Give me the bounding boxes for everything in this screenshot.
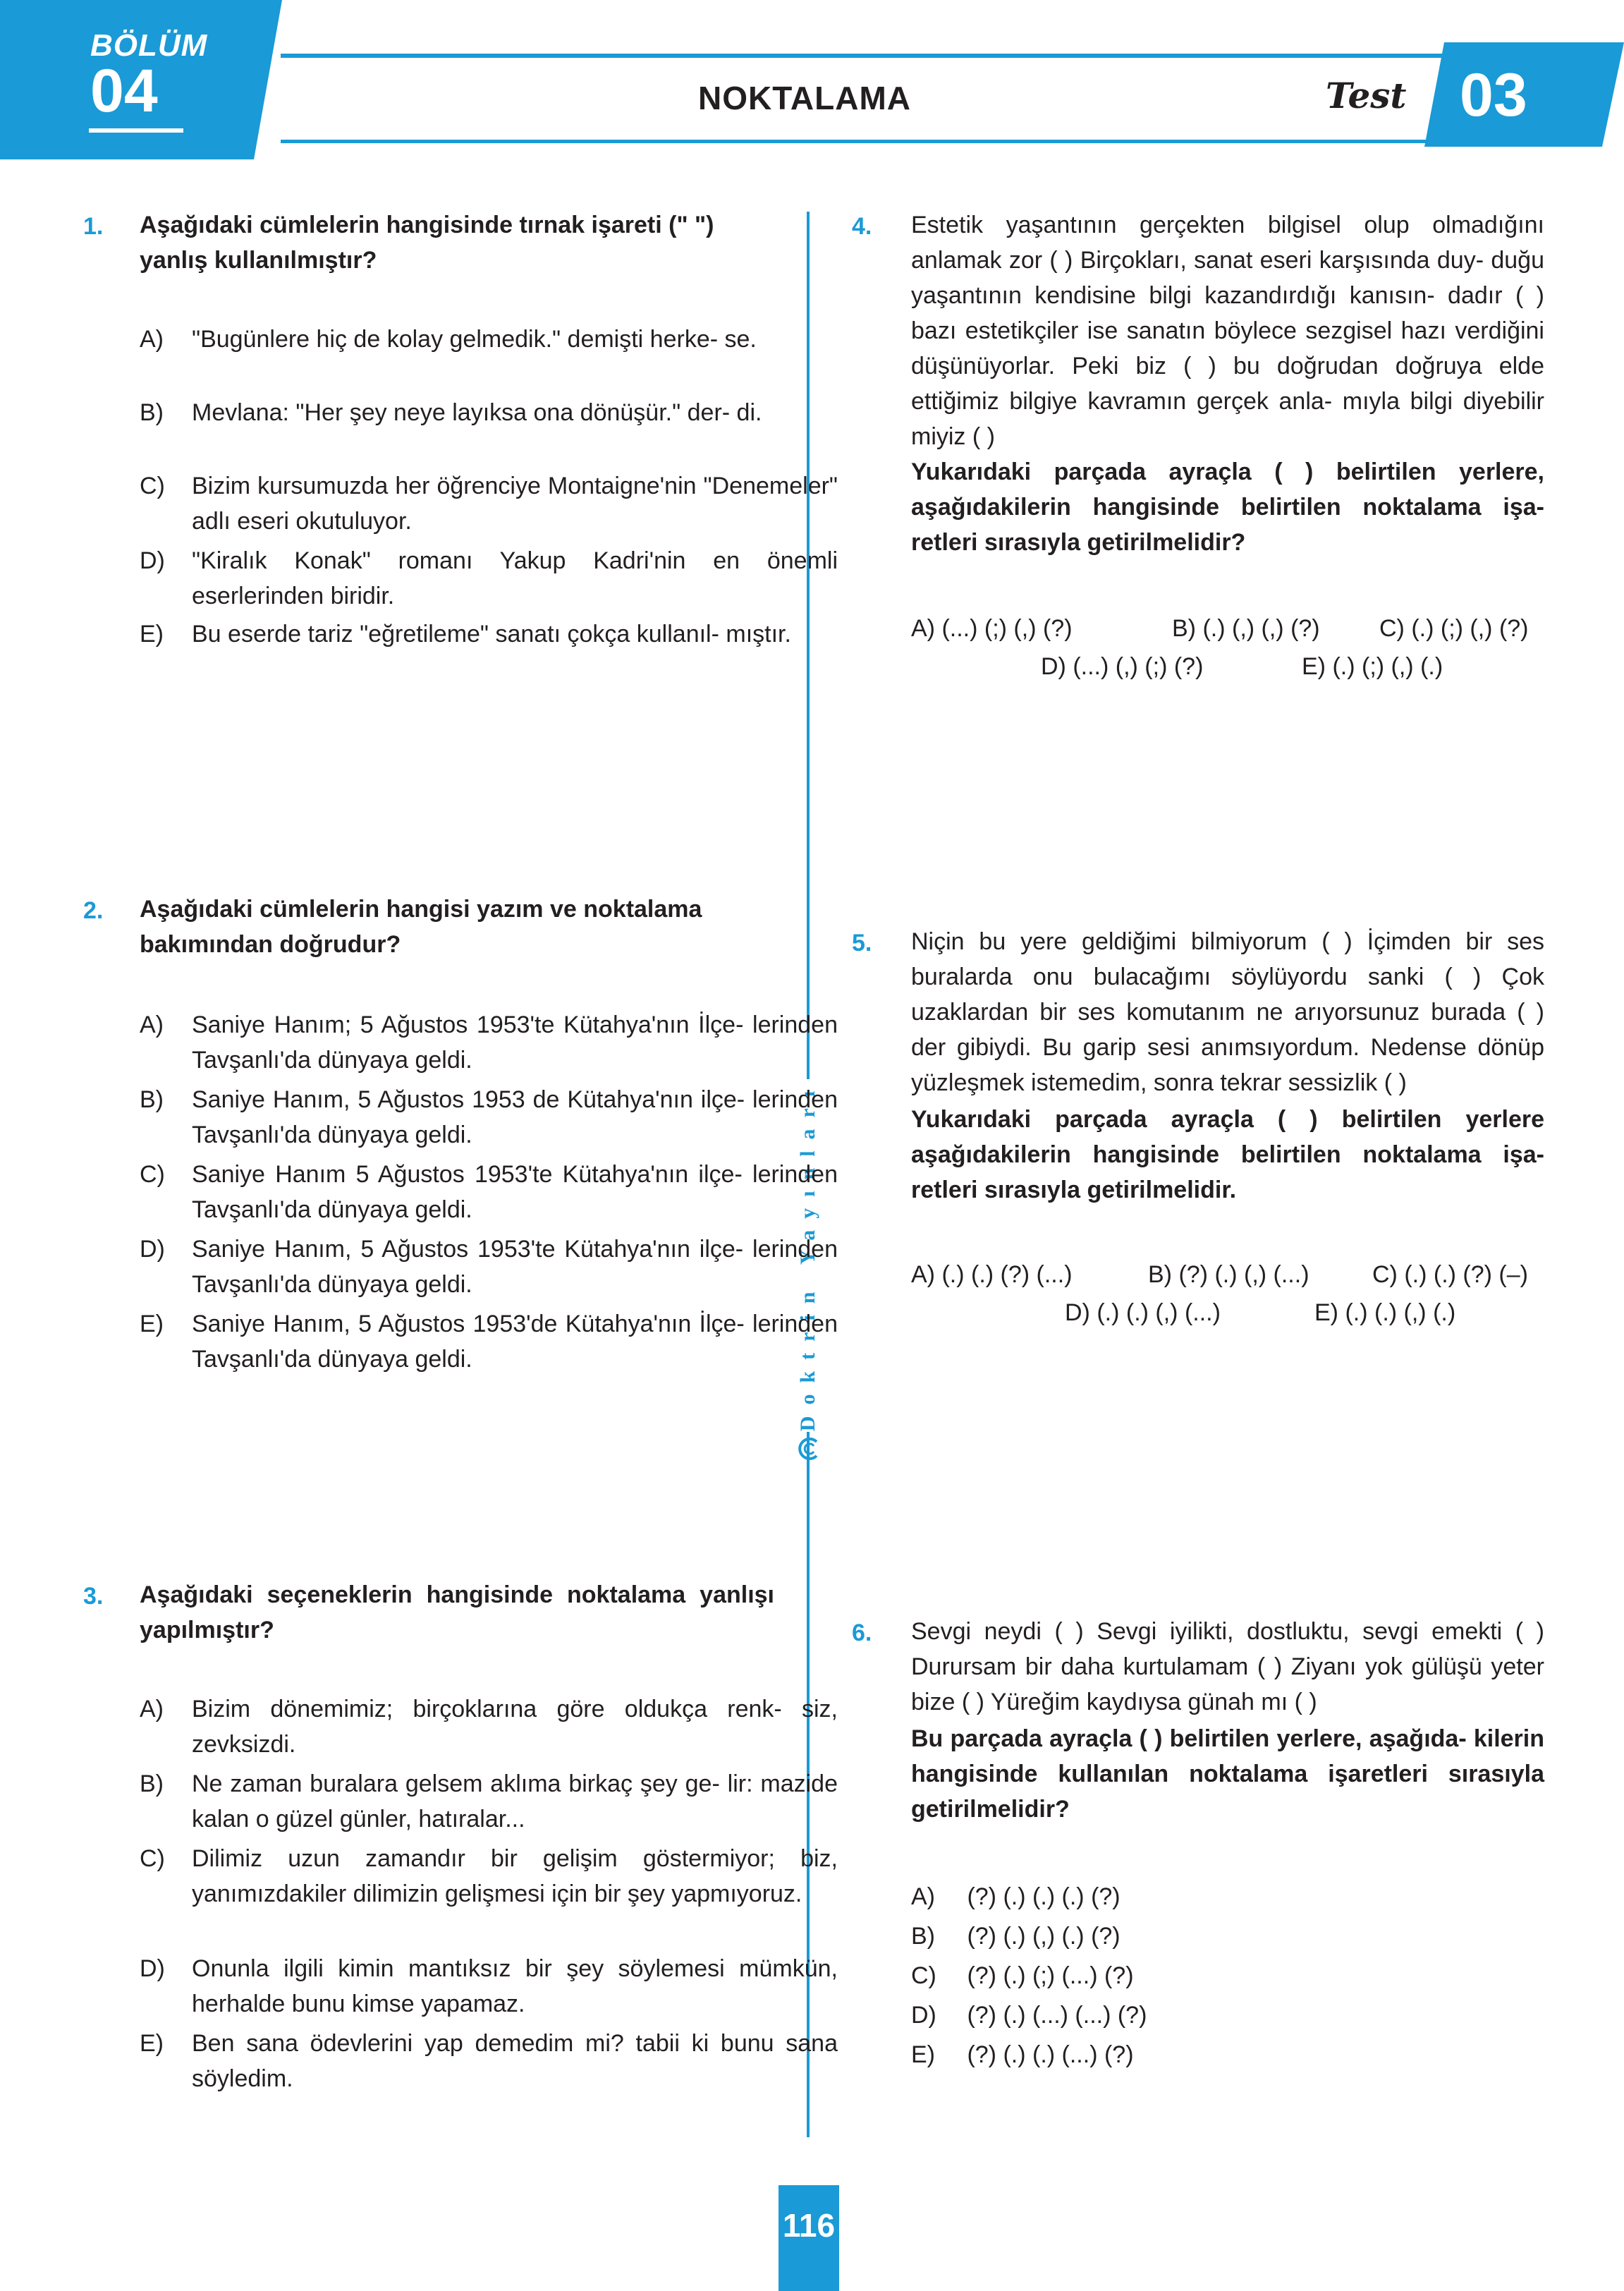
option-text: Bu eserde tariz "eğretileme" sanatı çokça kullanıl- mıştır. xyxy=(192,621,791,648)
question-number: 4. xyxy=(852,213,872,240)
option-letter: A) xyxy=(911,1883,935,1910)
answer-option[interactable] xyxy=(911,2037,1134,2072)
publisher-name: Doktrin Yayınları xyxy=(796,1079,819,1432)
option-text: Mevlana: "Her şey neye layıksa ona dönüşür." der- di. xyxy=(192,399,762,426)
answer-option[interactable] xyxy=(911,1257,1073,1292)
option-text: (?) (.) (.) (.) (?) xyxy=(967,1883,1121,1910)
answer-option[interactable] xyxy=(1372,1257,1528,1292)
section-underline xyxy=(89,128,183,133)
option-text: (?) (.) (,) (.) (?) xyxy=(967,1923,1121,1950)
option-letter: B) xyxy=(140,399,164,426)
question-number: 5. xyxy=(852,930,872,956)
option-letter: A) xyxy=(911,1261,935,1288)
question-stem: Aşağıdaki cümlelerin hangisinde tırnak işareti (" ") yanlış kullanılmıştır? xyxy=(140,212,714,274)
option-letter: D) xyxy=(1065,1299,1090,1326)
option-text: "Bugünlere hiç de kolay gelmedik." demişti herke- se. xyxy=(192,326,757,353)
option-letter: E) xyxy=(1314,1299,1338,1326)
question-passage: Sevgi neydi ( ) Sevgi iyilikti, dostluktu, sevgi emekti ( ) Durursam bir daha kurtulamam ( ) Ziyanı yok gülüşü yeter bize ( ) Yüreğim kaydıysa günah mı ( ) xyxy=(911,1618,1544,1715)
question-passage: Estetik yaşantının gerçekten bilgisel olup olmadığını anlamak zor ( ) Birçokları, sanat eseri karşısında duy- duğu yaşantının kendisine bilgi kazandırdığı kanısın- dadır ( ) bazı estetikçiler ise sanatın böylece sezgisel hazı verdiğini düşünüyorlar. Peki biz ( ) bu doğrudan doğruya elde ettiğimiz bilgiye kavramın gerçek anla- mıyla bilgi diyebilir miyiz ( ) xyxy=(911,212,1544,450)
question-stem: Aşağıdaki seçeneklerin hangisinde noktalama yanlışı yapılmıştır? xyxy=(140,1581,774,1643)
option-letter: C) xyxy=(140,1161,165,1188)
option-letter: A) xyxy=(140,326,164,353)
question-stem: Yukarıdaki parçada ayraçla ( ) belirtilen yerlere, aşağıdakilerin hangisinde belirtilen noktalama işa- retleri sırasıyla getirilmelidir? xyxy=(911,458,1544,556)
question-number: 6. xyxy=(852,1620,872,1646)
answer-option[interactable] xyxy=(911,611,1073,646)
option-letter: B) xyxy=(911,1923,935,1950)
option-text: Saniye Hanım, 5 Ağustos 1953'de Kütahya'nın İlçe- lerinden Tavşanlı'da dünyaya geldi. xyxy=(192,1311,838,1373)
answer-option[interactable] xyxy=(911,1998,1147,2033)
question-number: 3. xyxy=(83,1583,104,1610)
option-letter: C) xyxy=(1372,1261,1398,1288)
option-text: (.) (;) (,) (.) xyxy=(1332,653,1443,680)
option-letter: E) xyxy=(140,621,164,648)
page-number: 116 xyxy=(782,2207,836,2244)
option-letter: A) xyxy=(911,615,935,642)
option-text: Bizim kursumuzda her öğrenciye Montaigne'nin "Denemeler" adlı eseri okutuluyor. xyxy=(192,473,838,535)
option-text: Onunla ilgili kimin mantıksız bir şey söylemesi mümkün, herhalde bunu kimse yapamaz. xyxy=(192,1955,838,2017)
question-stem: Bu parçada ayraçla ( ) belirtilen yerlere, aşağıda- kilerin hangisinde kullanılan noktalama işaretleri sırasıyla getirilmelidir? xyxy=(911,1725,1544,1823)
option-text: (...) (,) (;) (?) xyxy=(1073,653,1204,680)
option-letter: D) xyxy=(140,1955,165,1982)
publisher-logo-icon xyxy=(795,1436,821,1462)
answer-option[interactable] xyxy=(1379,611,1529,646)
option-text: (.) (.) (,) (...) xyxy=(1097,1299,1221,1326)
option-text: (.) (.) (?) (–) xyxy=(1404,1261,1528,1288)
option-text: (?) (.) (,) (...) xyxy=(1178,1261,1309,1288)
option-letter: B) xyxy=(1148,1261,1172,1288)
answer-option[interactable] xyxy=(1041,649,1203,684)
option-text: (.) (,) (,) (?) xyxy=(1202,615,1320,642)
option-letter: C) xyxy=(1379,615,1405,642)
answer-option[interactable] xyxy=(1148,1257,1309,1292)
option-letter: B) xyxy=(140,1770,164,1797)
option-text: (.) (.) (,) (.) xyxy=(1345,1299,1456,1326)
option-text: "Kiralık Konak" romanı Yakup Kadri'nin en önemli eserlerinden biridir. xyxy=(192,547,838,609)
option-letter: D) xyxy=(140,1236,165,1263)
option-letter: B) xyxy=(140,1086,164,1113)
option-letter: D) xyxy=(140,547,165,574)
option-letter: D) xyxy=(1041,653,1066,680)
option-text: (?) (.) (.) (...) (?) xyxy=(967,2041,1134,2068)
answer-option[interactable] xyxy=(1314,1295,1455,1330)
header-rule-bottom xyxy=(281,140,1447,143)
option-letter: A) xyxy=(140,1011,164,1038)
option-text: Ne zaman buralara gelsem aklıma birkaç şey ge- lir: mazide kalan o güzel günler, hatıralar... xyxy=(192,1770,838,1833)
test-number: 03 xyxy=(1460,61,1527,129)
test-label: Test xyxy=(1326,75,1407,116)
question-stem: Aşağıdaki cümlelerin hangisi yazım ve noktalama bakımından doğrudur? xyxy=(140,896,702,958)
answer-option[interactable] xyxy=(1302,649,1443,684)
question-number: 2. xyxy=(83,897,104,924)
header-rule-top xyxy=(281,54,1447,58)
option-letter: E) xyxy=(140,1311,164,1337)
answer-option[interactable] xyxy=(1065,1295,1221,1330)
option-letter: E) xyxy=(1302,653,1326,680)
option-text: Bizim dönemimiz; birçoklarına göre oldukça renk- siz, zevksizdi. xyxy=(192,1696,838,1758)
option-text: (.) (.) (?) (...) xyxy=(941,1261,1073,1288)
option-text: Saniye Hanım 5 Ağustos 1953'te Kütahya'nın ilçe- lerinden Tavşanlı'da dünyaya geldi. xyxy=(192,1161,838,1223)
answer-option[interactable] xyxy=(911,1958,1134,1993)
answer-option[interactable] xyxy=(911,1919,1121,1954)
answer-option[interactable] xyxy=(1172,611,1320,646)
option-letter: E) xyxy=(911,2041,935,2068)
answer-option[interactable] xyxy=(911,1879,1121,1914)
option-text: (?) (.) (...) (...) (?) xyxy=(967,2002,1147,2029)
question-number: 1. xyxy=(83,213,104,240)
question-stem: Yukarıdaki parçada ayraçla ( ) belirtilen yerlere aşağıdakilerin hangisinde belirtilen noktalama işa- retleri sırasıyla getirilmelidir. xyxy=(911,1106,1544,1203)
option-letter: B) xyxy=(1172,615,1196,642)
section-number: 04 xyxy=(90,57,158,125)
option-letter: E) xyxy=(140,2030,164,2057)
option-letter: C) xyxy=(911,1962,936,1989)
option-text: Dilimiz uzun zamandır bir gelişim göstermiyor; biz, yanımızdakiler dilimizin gelişmesi için bir şey yapmıyoruz. xyxy=(192,1845,838,1907)
option-letter: D) xyxy=(911,2002,936,2029)
option-text: (?) (.) (;) (...) (?) xyxy=(967,1962,1134,1989)
option-text: Saniye Hanım, 5 Ağustos 1953'te Kütahya'nın ilçe- lerinden Tavşanlı'da dünyaya geldi. xyxy=(192,1236,838,1298)
option-text: Saniye Hanım; 5 Ağustos 1953'te Kütahya'nın İlçe- lerinden Tavşanlı'da dünyaya geldi. xyxy=(192,1011,838,1074)
question-passage: Niçin bu yere geldiğimi bilmiyorum ( ) İçimden bir ses buralarda onu bulacağımı söylüyordu sanki ( ) Çok uzaklardan bir ses komutanım ne arıyorsunuz burada ( ) der gibiydi. Bu garip sesi anımsıyordum. Nedense dönüp yüzleşmek istemedim, sonra tekrar sessizlik ( ) xyxy=(911,928,1544,1096)
option-text: (.) (;) (,) (?) xyxy=(1411,615,1529,642)
section-label: BÖLÜM xyxy=(90,28,208,63)
option-letter: C) xyxy=(140,1845,165,1872)
option-text: Ben sana ödevlerini yap demedim mi? tabii ki bunu sana söyledim. xyxy=(192,2030,838,2092)
option-text: Saniye Hanım, 5 Ağustos 1953 de Kütahya'nın ilçe- lerinden Tavşanlı'da dünyaya geldi. xyxy=(192,1086,838,1148)
option-letter: C) xyxy=(140,473,165,499)
option-letter: A) xyxy=(140,1696,164,1722)
option-text: (...) (;) (,) (?) xyxy=(941,615,1073,642)
page-title: NOKTALAMA xyxy=(698,80,911,116)
